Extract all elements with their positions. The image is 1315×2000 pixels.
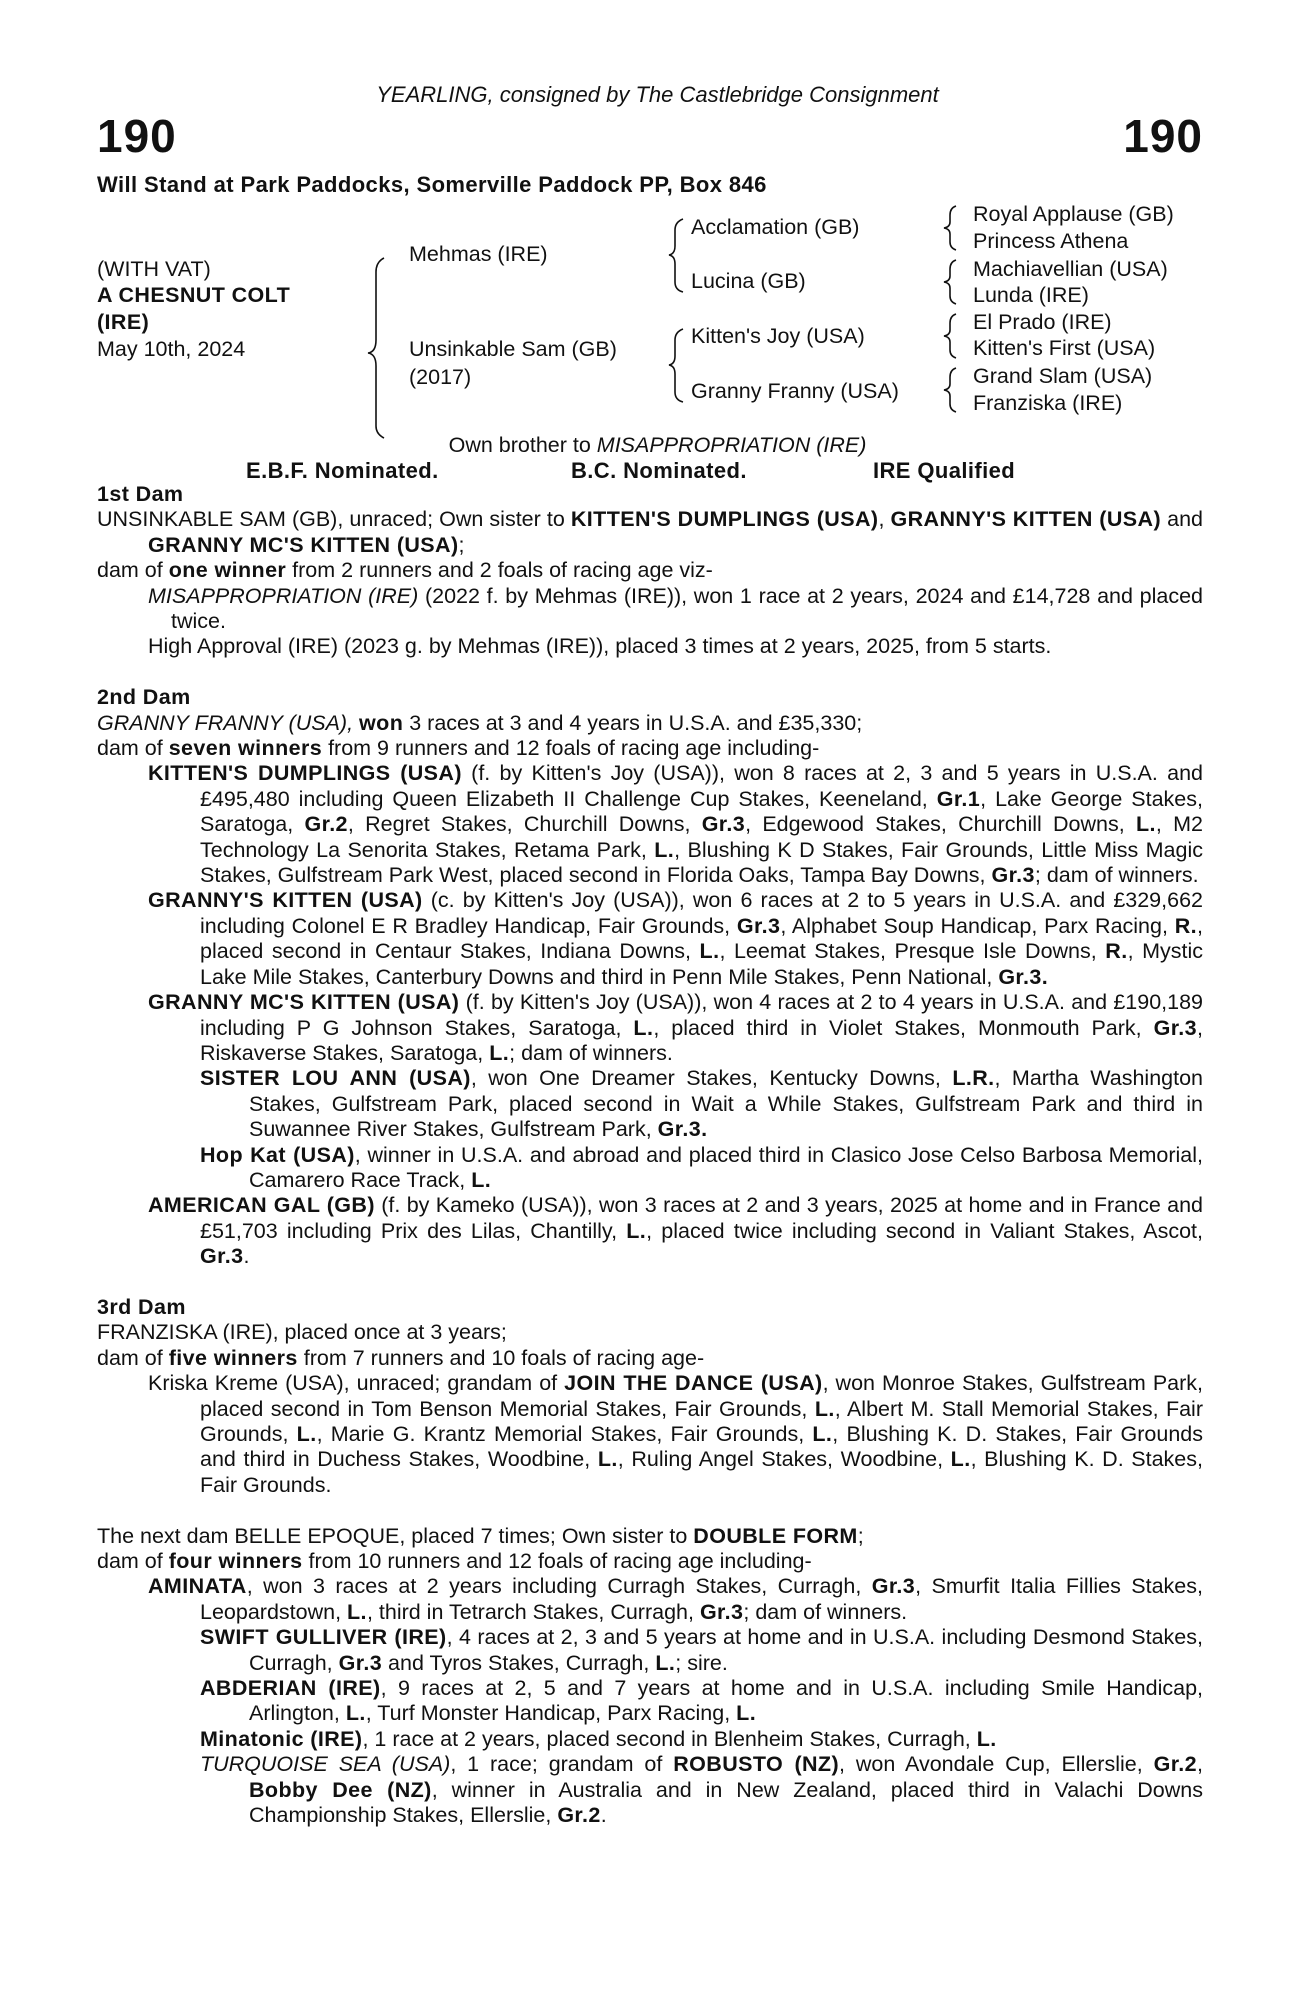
entry-text: , Edgewood Stakes, Churchill Downs,	[745, 812, 1136, 837]
pedigree-gen4: Princess Athena	[973, 229, 1129, 253]
bold-text: Minatonic (IRE)	[200, 1726, 363, 1751]
pedigree-entry	[97, 1574, 1203, 1625]
pedigree-section	[97, 1295, 1203, 1498]
bold-text: Gr.2	[304, 812, 348, 837]
pedigree-gen4: Royal Applause (GB)	[973, 202, 1174, 226]
bold-text: L.	[814, 1396, 835, 1421]
entry-text: from 9 runners and 12 foals of racing age including-	[322, 736, 820, 761]
bold-text: L.	[296, 1422, 317, 1446]
pedigree-entry	[97, 888, 1203, 990]
entry-text: , 9 races at 2, 5 and 7 years at home and in U.S.A. including Smile Handicap, Arlington,	[249, 1676, 1204, 1726]
bold-text: L.	[812, 1422, 833, 1446]
entry-text: (c. by Kitten's Joy (USA)), won 6 races at 2 to 5 years in U.S.A. and £329,662 including Colonel E R Bradley Handicap, Fair Grounds,	[200, 888, 1203, 938]
pedigree-entry	[97, 1066, 1203, 1142]
bold-text: Gr.1	[936, 786, 981, 811]
pedigree-sire-dam: Lucina (GB)	[691, 269, 806, 293]
own-brother-note	[0, 432, 1315, 458]
pedigree-entry	[97, 584, 1203, 635]
entry-text: , 1 race; grandam of	[450, 1752, 674, 1777]
bold-text: Gr.3	[699, 1599, 744, 1624]
lot-number-right: 190	[1123, 110, 1203, 162]
lot-number-left: 190	[97, 110, 177, 162]
bold-text: KITTEN'S DUMPLINGS (USA)	[570, 507, 879, 532]
section-heading: 2nd Dam	[97, 685, 191, 710]
pedigree-entry	[97, 1752, 1203, 1828]
bold-text: L.	[976, 1726, 997, 1751]
own-brother-name: MISAPPROPRIATION (IRE)	[596, 433, 867, 457]
entry-text: and Tyros Stakes, Curragh,	[382, 1650, 656, 1675]
pedigree-section	[97, 482, 1203, 660]
entry-text: ; sire.	[675, 1650, 728, 1675]
pedigree-entry	[97, 1143, 1203, 1194]
pedigree-gen4: Grand Slam (USA)	[973, 364, 1153, 388]
bold-text: ROBUSTO (NZ)	[673, 1752, 840, 1777]
entry-text: dam of	[97, 1345, 169, 1370]
pedigree-entry	[97, 711, 1203, 736]
entry-text: ,	[1197, 1752, 1203, 1777]
bold-text: KITTEN'S DUMPLINGS (USA)	[148, 761, 462, 786]
pedigree-dam-sire: Kitten's Joy (USA)	[691, 324, 865, 348]
bold-text: one winner	[168, 558, 287, 583]
entry-text: , 4 races at 2, 3 and 5 years at home and in U.S.A. including Desmond Stakes, Curragh,	[249, 1625, 1203, 1675]
bold-text: GRANNY MC'S KITTEN (USA)	[148, 532, 459, 557]
bold-text: Gr.3	[701, 812, 746, 837]
entry-text: Kriska Kreme (USA), unraced; grandam of	[148, 1371, 565, 1396]
bold-text: Gr.3.	[657, 1117, 708, 1142]
entry-text: from 7 runners and 10 foals of racing age-	[297, 1345, 705, 1370]
bold-text: L.	[345, 1701, 366, 1726]
bold-text: R.	[1174, 913, 1198, 938]
bold-text: R.	[1105, 939, 1128, 964]
vat-label: (WITH VAT)	[97, 257, 211, 281]
entry-text: dam of	[97, 1549, 169, 1574]
entry-text: dam of	[97, 736, 169, 761]
bold-text: SISTER LOU ANN (USA)	[200, 1066, 471, 1091]
entry-text: , won One Dreamer Stakes, Kentucky Downs,	[470, 1066, 953, 1091]
bold-text: five winners	[168, 1345, 298, 1370]
entry-text: , Mystic Lake Mile Stakes, Canterbury Downs and third in Penn Mile Stakes, Penn National,	[200, 939, 1203, 989]
bold-text: JOIN THE DANCE (USA)	[564, 1371, 823, 1396]
ebf-nomination: E.B.F. Nominated.	[246, 458, 439, 483]
pedigree-entry	[97, 1549, 1203, 1574]
entry-text: , Blushing K. D. Stakes, Fair Grounds and third in Duchess Stakes, Woodbine,	[200, 1422, 1203, 1472]
bold-text: L.	[654, 837, 675, 862]
pedigree-entry	[97, 1346, 1203, 1371]
entry-text: , winner in Australia and in New Zealand, placed third in Valachi Downs Championship Stakes, Ellerslie,	[249, 1777, 1203, 1828]
stand-location: Will Stand at Park Paddocks, Somerville Paddock PP, Box 846	[97, 172, 767, 197]
entry-text: , M2 Technology La Senorita Stakes, Retama Park,	[200, 812, 1203, 862]
bold-text: L.	[633, 1015, 654, 1040]
bold-text: Gr.2	[1153, 1752, 1198, 1777]
bold-text: SWIFT GULLIVER (IRE)	[200, 1625, 447, 1650]
entry-text: (2022 f. by Mehmas (IRE)), won 1 race at 2 years, 2024 and £14,728 and placed twice.	[171, 583, 1203, 634]
entry-text: ,	[878, 507, 891, 532]
bold-text: Gr.3	[338, 1650, 383, 1675]
entry-text: , placed second in Centaur Stakes, Indiana Downs,	[200, 913, 1203, 964]
entry-text: dam of	[97, 558, 169, 583]
own-brother-prefix: Own brother to	[448, 433, 597, 457]
entry-text: 3 races at 3 and 4 years in U.S.A. and £35,330;	[403, 710, 863, 735]
entry-text: , Blushing K D Stakes, Fair Grounds, Little Miss Magic Stakes, Gulfstream Park West, placed second in Florida Oaks, Tampa Bay Downs,	[200, 837, 1203, 888]
bold-text: L.	[597, 1447, 618, 1472]
entry-text: , Albert M. Stall Memorial Stakes, Fair Grounds,	[200, 1396, 1203, 1446]
entry-text: , Leemat Stakes, Presque Isle Downs,	[719, 939, 1106, 964]
bold-text: L.R.	[952, 1066, 995, 1091]
bold-text: L.	[489, 1040, 510, 1065]
entry-text: , Blushing K. D. Stakes, Fair Grounds.	[200, 1447, 1203, 1497]
pedigree-entry	[97, 1676, 1203, 1727]
ire-qualified: IRE Qualified	[873, 458, 1016, 483]
entry-text: , placed twice including second in Valiant Stakes, Ascot,	[646, 1218, 1204, 1243]
pedigree-entry	[97, 1193, 1203, 1269]
bold-text: won	[359, 710, 404, 735]
pedigree-gen4: Lunda (IRE)	[973, 283, 1089, 307]
entry-text: ; dam of winners.	[509, 1040, 673, 1065]
bold-text: GRANNY MC'S KITTEN (USA)	[148, 990, 460, 1015]
pedigree-entry	[97, 1625, 1203, 1676]
entry-text: (f. by Kameko (USA)), won 3 races at 2 and 3 years, 2025 at home and in France and £51,703 including Prix des Lilas, Chantilly,	[200, 1193, 1204, 1243]
bold-text: Gr.3	[736, 913, 781, 938]
bold-text: Gr.3	[991, 863, 1035, 888]
bold-text: seven winners	[168, 736, 323, 761]
bold-text: four winners	[168, 1549, 303, 1574]
entry-text: ; dam of winners.	[743, 1599, 908, 1624]
pedigree-sire: Mehmas (IRE)	[409, 242, 548, 266]
bold-text: Gr.2	[557, 1803, 601, 1828]
consignor-header: YEARLING, consigned by The Castlebridge Consignment	[376, 82, 939, 107]
pedigree-section	[97, 685, 1203, 1269]
bold-text: AMINATA	[148, 1574, 247, 1599]
horse-description: A CHESNUT COLT	[97, 283, 291, 307]
bold-text: Gr.3.	[998, 964, 1049, 989]
bold-text: Bobby Dee (NZ)	[249, 1777, 432, 1802]
pedigree-entry	[97, 634, 1203, 659]
bold-text: L.	[950, 1447, 971, 1472]
entry-text: , Alphabet Soup Handicap, Parx Racing,	[780, 913, 1175, 938]
entry-text: .	[600, 1803, 607, 1828]
entry-text: , Turf Monster Handicap, Parx Racing,	[365, 1701, 737, 1726]
pedigree-section	[97, 1524, 1203, 1829]
section-heading: 3rd Dam	[97, 1294, 186, 1319]
pedigree-entry	[97, 558, 1203, 583]
pedigree-dam-year: (2017)	[409, 365, 472, 389]
section-heading: 1st Dam	[97, 482, 184, 506]
pedigree-entry	[97, 1371, 1203, 1498]
bold-text: AMERICAN GAL (GB)	[148, 1193, 375, 1218]
entry-text: FRANZISKA (IRE), placed once at 3 years;	[97, 1320, 507, 1345]
pedigree-entry	[97, 736, 1203, 761]
bold-text: L.	[626, 1218, 647, 1243]
entry-text: , winner in U.S.A. and abroad and placed third in Clasico Jose Celso Barbosa Memorial, Camarero Race Track,	[249, 1142, 1204, 1192]
pedigree-gen4: Franziska (IRE)	[973, 391, 1123, 415]
entry-text: from 2 runners and 2 foals of racing age viz-	[286, 558, 713, 583]
horse-origin: (IRE)	[97, 310, 150, 334]
pedigree-gen4: Kitten's First (USA)	[973, 336, 1156, 360]
bold-text: L.	[736, 1701, 757, 1726]
pedigree-dam: Unsinkable Sam (GB)	[409, 337, 617, 361]
pedigree-entry	[97, 761, 1203, 888]
bold-text: ABDERIAN (IRE)	[200, 1676, 381, 1701]
bold-text: Gr.3	[871, 1574, 916, 1599]
bc-nomination: B.C. Nominated.	[571, 458, 747, 483]
pedigree-entry	[97, 1320, 1203, 1345]
catalogue-body	[97, 482, 1203, 1828]
entry-text: , Marie G. Krantz Memorial Stakes, Fair Grounds,	[316, 1422, 813, 1446]
entry-text: High Approval (IRE) (2023 g. by Mehmas (IRE)), placed 3 times at 2 years, 2025, from 5 starts.	[148, 634, 1052, 659]
entry-text: , Lake George Stakes, Saratoga,	[200, 786, 1203, 837]
entry-text: ;	[857, 1523, 864, 1548]
bold-text: GRANNY'S KITTEN (USA)	[890, 507, 1162, 532]
entry-text: from 10 runners and 12 foals of racing age including-	[302, 1549, 812, 1574]
bold-text: L.	[347, 1599, 367, 1624]
bold-text: GRANNY'S KITTEN (USA)	[148, 888, 423, 913]
foaling-date: May 10th, 2024	[97, 337, 246, 361]
pedigree-entry	[97, 990, 1203, 1066]
entry-text: , Smurfit Italia Fillies Stakes, Leopardstown,	[200, 1574, 1203, 1624]
italic-text: MISAPPROPRIATION (IRE)	[148, 583, 419, 608]
entry-text: (f. by Kitten's Joy (USA)), won 8 races at 2, 3 and 5 years in U.S.A. and £495,480 including Queen Elizabeth II Challenge Cup Stakes, Keeneland,	[200, 761, 1203, 811]
entry-text: , 1 race at 2 years, placed second in Blenheim Stakes, Curragh,	[362, 1726, 977, 1751]
italic-text: GRANNY FRANNY (USA),	[97, 710, 354, 735]
entry-text: , third in Tetrarch Stakes, Curragh,	[366, 1599, 700, 1624]
entry-text: , won Avondale Cup, Ellerslie,	[839, 1752, 1154, 1777]
pedigree-entry	[97, 1524, 1203, 1549]
bold-text: L.	[699, 939, 720, 964]
entry-text: .	[243, 1244, 250, 1269]
bold-text: DOUBLE FORM	[693, 1523, 858, 1548]
pedigree-gen4: El Prado (IRE)	[973, 310, 1112, 334]
pedigree-gen4: Machiavellian (USA)	[973, 257, 1168, 281]
pedigree-sire-sire: Acclamation (GB)	[691, 215, 860, 239]
entry-text: (f. by Kitten's Joy (USA)), won 4 races at 2 to 4 years in U.S.A. and £190,189 including P G Johnson Stakes, Saratoga,	[200, 990, 1203, 1040]
pedigree-entry	[97, 507, 1203, 558]
entry-text: The next dam BELLE EPOQUE, placed 7 times; Own sister to	[97, 1523, 694, 1548]
entry-text: UNSINKABLE SAM (GB), unraced; Own sister to	[97, 507, 571, 532]
bold-text: L.	[1135, 812, 1156, 837]
bold-text: Gr.3	[200, 1244, 244, 1269]
italic-text: TURQUOISE SEA (USA)	[200, 1752, 451, 1777]
entry-text: , won 3 races at 2 years including Curragh Stakes, Curragh,	[246, 1574, 872, 1599]
bold-text: L.	[471, 1167, 492, 1192]
entry-text: and	[1161, 507, 1203, 532]
entry-text: , placed third in Violet Stakes, Monmouth Park,	[653, 1015, 1154, 1040]
bold-text: Hop Kat (USA)	[200, 1142, 355, 1167]
entry-text: , Riskaverse Stakes, Saratoga,	[200, 1015, 1204, 1065]
bold-text: Gr.3	[1153, 1015, 1198, 1040]
pedigree-dam-dam: Granny Franny (USA)	[691, 379, 899, 403]
pedigree-entry	[97, 1727, 1203, 1752]
entry-text: , won Monroe Stakes, Gulfstream Park, placed second in Tom Benson Memorial Stakes, Fair Grounds,	[200, 1371, 1204, 1421]
entry-text: , Ruling Angel Stakes, Woodbine,	[617, 1447, 951, 1472]
entry-text: ; dam of winners.	[1034, 863, 1199, 888]
entry-text: ;	[458, 532, 465, 557]
entry-text: , Regret Stakes, Churchill Downs,	[347, 812, 702, 837]
bold-text: L.	[655, 1650, 676, 1675]
entry-text: , Martha Washington Stakes, Gulfstream Park, placed second in Wait a While Stakes, Gulfstream Park and third in Suwannee River Stakes, Gulfstream Park,	[249, 1066, 1204, 1142]
